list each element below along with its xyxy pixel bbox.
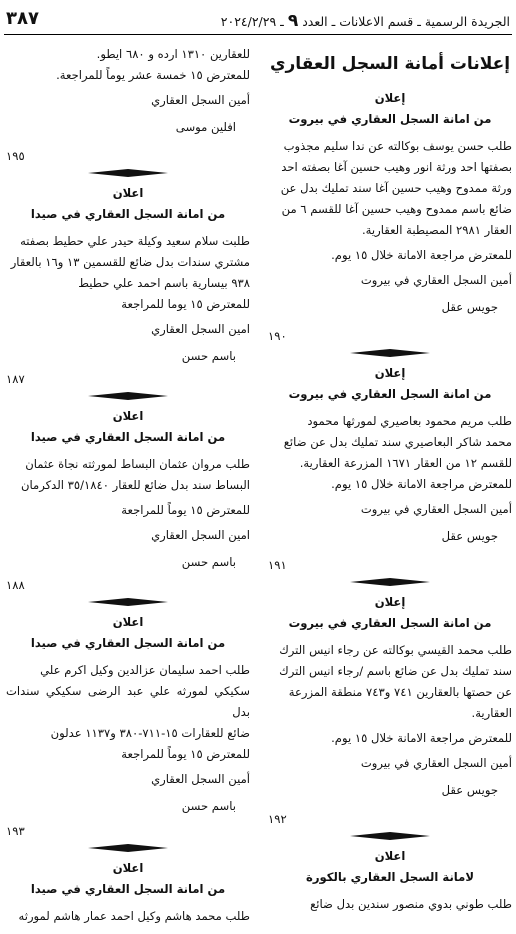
notice-signer-name: باسم حسن (181, 555, 236, 569)
notice-subheading: من امانة السجل العقاري في بيروت (288, 112, 492, 126)
notice-190 (268, 88, 512, 347)
notice-number: ١٩٢ (268, 812, 287, 826)
notice-signer-name: جويس عقل (441, 783, 498, 797)
notice-signer-name: جويس عقل (441, 300, 498, 314)
notice-line: بصفتها احد ورثة انور وهيب حسين آغا بصفته احد (281, 160, 512, 174)
header-title (221, 8, 510, 35)
notice-number: ١٩١ (268, 558, 287, 572)
notice-line: طلب مروان عثمان البساط لمورثته نجاة عثمان (25, 457, 250, 471)
notice-heading: إعلان (374, 91, 406, 105)
notice-191 (268, 363, 512, 576)
notice-objection: للمعترض ١٥ خمسة عشر يوماً للمراجعة. (56, 68, 250, 82)
notice-heading: اعلان (112, 615, 144, 629)
notice-187 (6, 183, 250, 390)
notice-signer-name: باسم حسن (181, 349, 236, 363)
notice-number: ١٩٥ (6, 149, 25, 163)
notice-line: للعقارين ١٣١٠ ارده و ٦٨٠ ايطو. (96, 47, 250, 61)
notice-line: البساط سند بدل ضائع للعقار ٣٥/١٨٤٠ الدكرمان (20, 478, 250, 492)
notice-number: ١٩٣ (6, 824, 25, 838)
separator-ornament (268, 830, 512, 842)
notice-koura (268, 846, 512, 915)
notice-signer-name: افلين موسى (175, 120, 236, 134)
notice-193 (6, 612, 250, 842)
separator-ornament (6, 167, 250, 179)
separator-ornament (6, 596, 250, 608)
notice-subheading: من امانة السجل العقاري في صيدا (30, 207, 226, 221)
notice-subheading: من امانة السجل العقاري في صيدا (30, 636, 226, 650)
notice-objection: للمعترض ١٥ يوماً للمراجعة (121, 503, 250, 517)
notice-line: للقسم ١٢ من العقار ١٦٧١ المزرعة العقارية. (299, 456, 512, 470)
header-date: ـ ٢٠٢٤/٢/٢٩ (220, 14, 284, 29)
notice-line: ضائع للعقارات ١٥-٧١١-٣٨٠ و١١٣٧ عدلون (50, 726, 250, 740)
separator-ornament (268, 576, 512, 588)
notice-heading: اعلان (112, 861, 144, 875)
notice-192 (268, 592, 512, 830)
notice-line: مشتري سندات بدل ضائع للقسمين ١٣ و١٦ بالعقار (10, 255, 250, 269)
notice-objection: للمعترض ١٥ يوما للمراجعة (121, 297, 250, 311)
page-header (4, 8, 512, 35)
notice-heading: اعلان (112, 186, 144, 200)
notice-signer: امين السجل العقاري (151, 528, 250, 542)
notice-subheading: من امانة السجل العقاري في بيروت (288, 387, 492, 401)
notice-line: سند تمليك بدل عن ضائع باسم /رجاء انيس الترك (279, 664, 512, 678)
header-gazette-name: الجريدة الرسمية ـ قسم الاعلانات ـ العدد (302, 14, 510, 29)
notice-signer: أمين السجل العقاري في بيروت (360, 756, 512, 770)
notice-signer: امين السجل العقاري (151, 322, 250, 336)
notice-line: محمد شاكر البعاصيري سند تمليك بدل عن ضائع (283, 435, 512, 449)
notice-subheading: من امانة السجل العقاري في صيدا (30, 882, 226, 896)
notice-line: طلب محمد القيسي بوكالته عن رجاء انيس الترك (279, 643, 512, 657)
notice-line: العقارية. (471, 706, 512, 720)
notice-saida-last (6, 858, 250, 927)
notice-line: ورثة ممدوح وهيب حسين آغا سند تمليك بدل عن (280, 181, 512, 195)
notice-line: طلب طوني بدوي منصور سندين بدل ضائع (310, 897, 512, 911)
notice-signer: أمين السجل العقاري (151, 93, 250, 107)
notice-number: ١٨٧ (6, 372, 25, 386)
page-number: ٣٨٧ (6, 8, 39, 29)
separator-ornament (268, 347, 512, 359)
notice-signer: أمين السجل العقاري في بيروت (360, 273, 512, 287)
separator-ornament (6, 842, 250, 854)
notice-signer: أمين السجل العقاري (151, 772, 250, 786)
notice-number: ١٩٠ (268, 329, 287, 343)
left-column (6, 44, 250, 927)
notice-heading: إعلان (374, 366, 406, 380)
notice-line: ٩٣٨ بيسارية باسم احمد علي حطيط (78, 276, 250, 290)
notice-subheading: من امانة السجل العقاري في صيدا (30, 430, 226, 444)
notice-line: طلب مريم محمود بعاصيري لمورثها محمود (307, 414, 512, 428)
notice-188 (6, 406, 250, 596)
notice-line: طلب احمد سليمان عزالدين وكيل اكرم علي (40, 663, 250, 677)
notice-line: طلبت سلام سعيد وكيلة حيدر علي حطيط بصفته (20, 234, 250, 248)
notice-objection: للمعترض مراجعة الامانة خلال ١٥ يوم. (331, 248, 512, 262)
notice-heading: اعلان (112, 409, 144, 423)
notice-line: ضائع باسم ممدوح وهيب حسين آغا للقسم ٦ من (281, 202, 512, 216)
notice-line: عن حصتها بالعقارين ٧٤١ و٧٤٣ منطقة المزرعة (288, 685, 512, 699)
notice-signer-name: باسم حسن (181, 799, 236, 813)
notice-objection: للمعترض ١٥ يوماً للمراجعة (121, 747, 250, 761)
notice-line: طلب حسن يوسف بوكالته عن ندا سليم مجذوب (283, 139, 512, 153)
notice-objection: للمعترض مراجعة الامانة خلال ١٥ يوم. (331, 477, 512, 491)
notice-signer-name: جويس عقل (441, 529, 498, 543)
notice-subheading: لامانة السجل العقاري بالكورة (306, 870, 474, 884)
notice-line: سكيكي لمورثه علي عبد الرضى سكيكي سندات بدل (6, 684, 250, 719)
notice-number: ١٨٨ (6, 578, 25, 592)
notice-heading: اعلان (374, 849, 406, 863)
notice-objection: للمعترض مراجعة الامانة خلال ١٥ يوم. (331, 731, 512, 745)
notice-heading: إعلان (374, 595, 406, 609)
right-column (268, 40, 512, 915)
notice-signer: أمين السجل العقاري في بيروت (360, 502, 512, 516)
separator-ornament (6, 390, 250, 402)
notice-line: العقار ٢٩٨١ المصيطبة العقارية. (361, 223, 512, 237)
notice-195-continued (6, 44, 250, 167)
header-issue-number: ٩ (287, 11, 299, 31)
notice-line: طلب محمد هاشم وكيل احمد عمار هاشم لمورثه (18, 909, 250, 923)
notice-subheading: من امانة السجل العقاري في بيروت (288, 616, 492, 630)
section-title: إعلانات أمانة السجل العقاري (269, 54, 511, 74)
